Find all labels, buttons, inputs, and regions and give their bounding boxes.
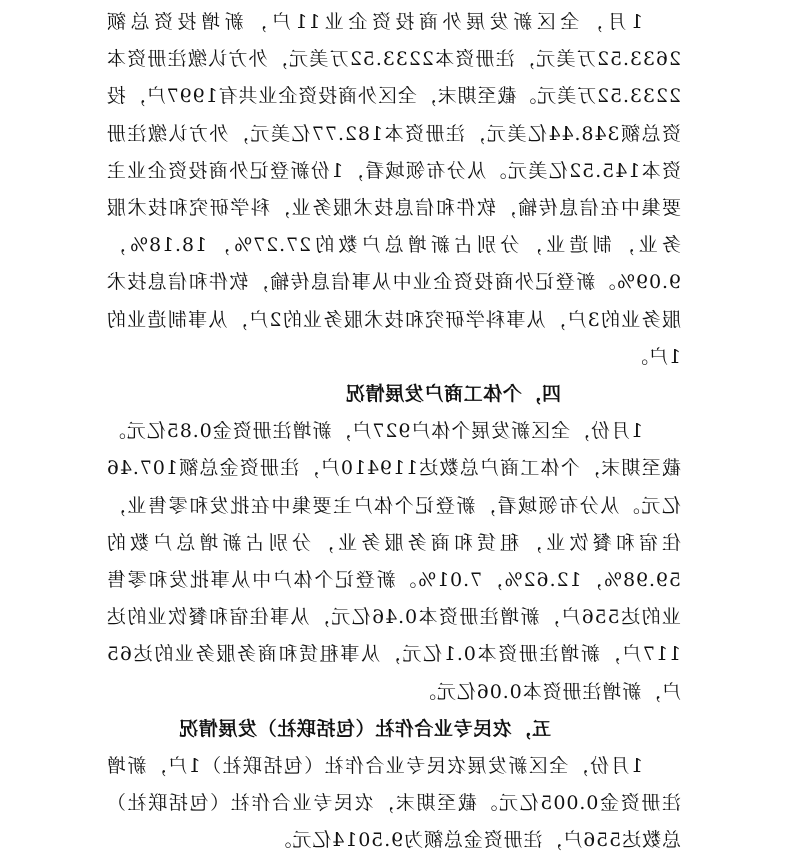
individual-business-paragraph: 1月份，全区新发展个体户927户，新增注册资金0.85亿元。截至期末，个体工商户总数达119410户，注册资金总额107.46亿元。从分布领域看，新登记个体户主要集中在批发和零售业，住宿和餐饮业，租赁和商务服务业，分别占新增总户数的59.98%，12.62%，7.01%。新登记个体户中从事批发和零售业的达556户，新增注册资本0.46亿元，从事住宿和餐饮业的达117户，新增注册资本0.1亿元，从事租赁和商务服务业的达65户，新增注册资本0.06亿元。	[106, 420, 681, 703]
cooperatives-paragraph: 1月份，全区新发展农民专业合作社（包括联社）1户，新增注册资金0.005亿元。截至期末，农民专业合作社（包括联社）总数达556户，注册资金总额为9.5014亿元。	[106, 755, 681, 852]
section-heading-cooperatives: 五，农民专业合作社（包括联社）发展情况	[178, 717, 551, 740]
document-body	[106, 4, 681, 860]
foreign-investment-paragraph: 1月，全区新发展外商投资企业11户，新增投资总额2633.52万美元，注册资本2233.52万美元，外方认缴注册资本2233.52万美元。截至期末，全区外商投资企业共有1997户，投资总额348.44亿美元，注册资本182.77亿美元，外方认缴注册资本145.52亿美元。从分布领域看，1份新登记外商投资企业主要集中在信息传输，软件和信息技术服务业，科学研究和技术服务业，制造业，分别占新增总户数的27.27%，18.18%，9.09%。新登记外商投资企业中从事信息传输，软件和信息技术服务业的3户，从事科学研究和技术服务业的2户，从事制造业的1户。	[106, 11, 681, 368]
section-heading-individual-business: 四，个体工商户发展情况	[345, 383, 561, 406]
